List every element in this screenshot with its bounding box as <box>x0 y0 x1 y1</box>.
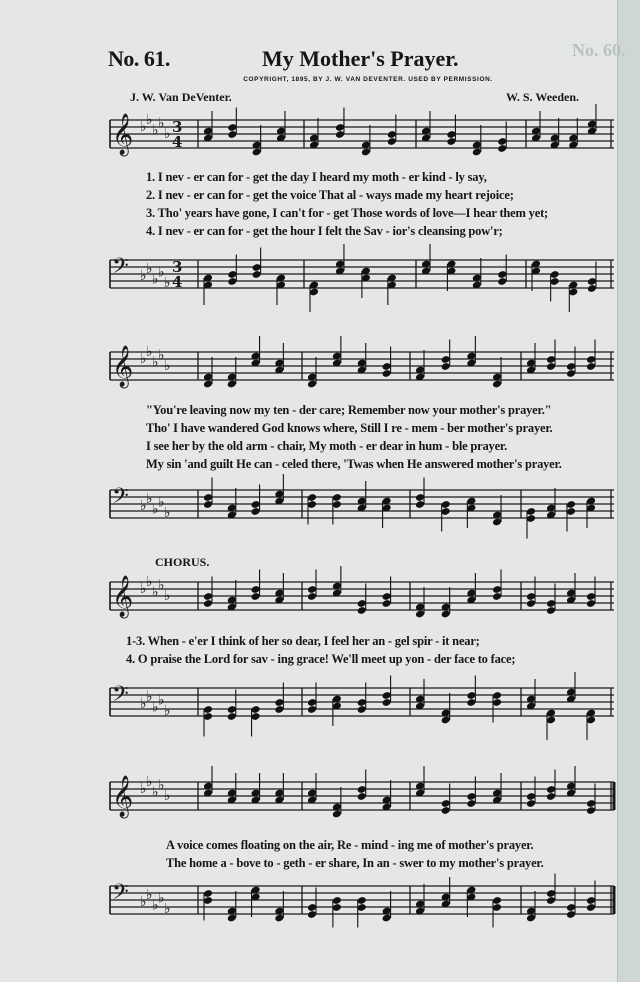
flat-sign-icon: ♭ <box>158 692 165 709</box>
flat-sign-icon: ♭ <box>146 261 153 277</box>
lyric-line: 1. I nev - er can for - get the day I heard my moth - er kind - ly say, <box>146 170 487 184</box>
page-edge <box>617 0 640 982</box>
flat-sign-icon: ♭ <box>164 703 171 719</box>
bass-staff-2 <box>106 478 618 538</box>
treble-staff-1 <box>106 108 618 168</box>
treble-clef-icon: 𝄞 <box>112 576 134 617</box>
svg-text:3: 3 <box>172 258 183 276</box>
flat-sign-icon: ♭ <box>152 271 159 288</box>
lyric-line: 1-3. When - e'er I think of her so dear, I feel her an - gel spir - it near; <box>126 634 480 648</box>
lyric-line: "You're leaving now my ten - der care; Remember now your mother's prayer." <box>146 403 552 417</box>
lyric-line: The home a - bove to - geth - er share, In an - swer to my mother's prayer. <box>166 856 544 870</box>
flat-sign-icon: ♭ <box>158 494 165 511</box>
flat-sign-icon: ♭ <box>140 696 147 712</box>
bass-clef-icon: 𝄢 <box>112 484 129 514</box>
lyrics-block-2 <box>146 401 626 473</box>
flat-sign-icon: ♭ <box>152 897 159 914</box>
composer-credit: W. S. Weeden. <box>506 90 580 104</box>
flat-sign-icon: ♭ <box>140 581 147 597</box>
bass-staff-4 <box>106 874 618 934</box>
treble-clef-icon: 𝄞 <box>112 346 134 387</box>
flat-sign-icon: ♭ <box>158 115 165 132</box>
flat-sign-icon: ♭ <box>140 781 147 797</box>
treble-clef-icon: 𝄞 <box>112 114 134 155</box>
flat-sign-icon: ♭ <box>152 354 159 371</box>
lyric-line: 4. I nev - er can for - get the hour I felt the Sav - ior's cleansing pow'r; <box>146 224 503 238</box>
lyric-line: A voice comes floating on the air, Re - mind - ing me of mother's prayer. <box>166 838 534 852</box>
lyrics-block-1 <box>146 168 626 240</box>
show-through-text: No. 60. <box>572 40 626 60</box>
flat-sign-icon: ♭ <box>164 588 171 604</box>
flat-sign-icon: ♭ <box>164 505 171 521</box>
flat-sign-icon: ♭ <box>152 699 159 716</box>
flat-sign-icon: ♭ <box>164 126 171 142</box>
flat-sign-icon: ♭ <box>152 784 159 801</box>
treble-staff-2 <box>106 340 618 400</box>
flat-sign-icon: ♭ <box>158 577 165 594</box>
flat-sign-icon: ♭ <box>140 498 147 514</box>
flat-sign-icon: ♭ <box>146 574 153 590</box>
flat-sign-icon: ♭ <box>140 351 147 367</box>
bass-clef-icon: 𝄢 <box>112 880 129 910</box>
chorus-label: CHORUS. <box>155 555 210 569</box>
copyright-notice: COPYRIGHT, 1895, BY J. W. VAN DEVENTER. USED BY PERMISSION. <box>243 76 493 83</box>
bass-staff-1 <box>106 248 618 308</box>
flat-sign-icon: ♭ <box>140 119 147 135</box>
flat-sign-icon: ♭ <box>140 268 147 284</box>
flat-sign-icon: ♭ <box>146 689 153 705</box>
flat-sign-icon: ♭ <box>146 774 153 790</box>
flat-sign-icon: ♭ <box>140 894 147 910</box>
hymn-title: My Mother's Prayer. <box>262 46 459 71</box>
flat-sign-icon: ♭ <box>164 275 171 291</box>
flat-sign-icon: ♭ <box>152 122 159 139</box>
lyric-line: I see her by the old arm - chair, My moth - er dear in hum - ble prayer. <box>146 439 508 453</box>
bass-clef-icon: 𝄢 <box>112 254 129 284</box>
flat-sign-icon: ♭ <box>164 901 171 917</box>
lyric-line: 2. I nev - er can for - get the voice That al - ways made my heart rejoice; <box>146 188 514 202</box>
lyrics-block-4 <box>166 836 640 872</box>
svg-text:4: 4 <box>172 133 183 151</box>
svg-text:3: 3 <box>172 118 183 136</box>
treble-clef-icon: 𝄞 <box>112 776 134 817</box>
flat-sign-icon: ♭ <box>146 491 153 507</box>
lyric-line: 3. Tho' years have gone, I can't for - get Those words of love—I hear them yet; <box>146 206 548 220</box>
flat-sign-icon: ♭ <box>158 264 165 281</box>
flat-sign-icon: ♭ <box>146 112 153 128</box>
treble-staff-3 <box>106 570 618 630</box>
svg-text:4: 4 <box>172 273 183 291</box>
bass-staff-3 <box>106 676 618 736</box>
treble-staff-4 <box>106 770 618 830</box>
flat-sign-icon: ♭ <box>146 887 153 903</box>
flat-sign-icon: ♭ <box>152 584 159 601</box>
lyric-line: My sin 'and guilt He can - celed there, 'Twas when He answered mother's prayer. <box>146 457 562 471</box>
flat-sign-icon: ♭ <box>164 788 171 804</box>
lyric-line: 4. O praise the Lord for sav - ing grace! We'll meet up yon - der face to face; <box>126 652 516 666</box>
flat-sign-icon: ♭ <box>158 347 165 364</box>
lyricist-credit: J. W. Van DeVenter. <box>130 90 232 104</box>
flat-sign-icon: ♭ <box>152 501 159 518</box>
lyrics-block-3 <box>126 632 606 668</box>
hymn-number: No. 61. <box>108 46 170 71</box>
flat-sign-icon: ♭ <box>164 358 171 374</box>
flat-sign-icon: ♭ <box>146 344 153 360</box>
flat-sign-icon: ♭ <box>158 777 165 794</box>
bass-clef-icon: 𝄢 <box>112 682 129 712</box>
flat-sign-icon: ♭ <box>158 890 165 907</box>
lyric-line: Tho' I have wandered God knows where, Still I re - mem - ber mother's prayer. <box>146 421 553 435</box>
